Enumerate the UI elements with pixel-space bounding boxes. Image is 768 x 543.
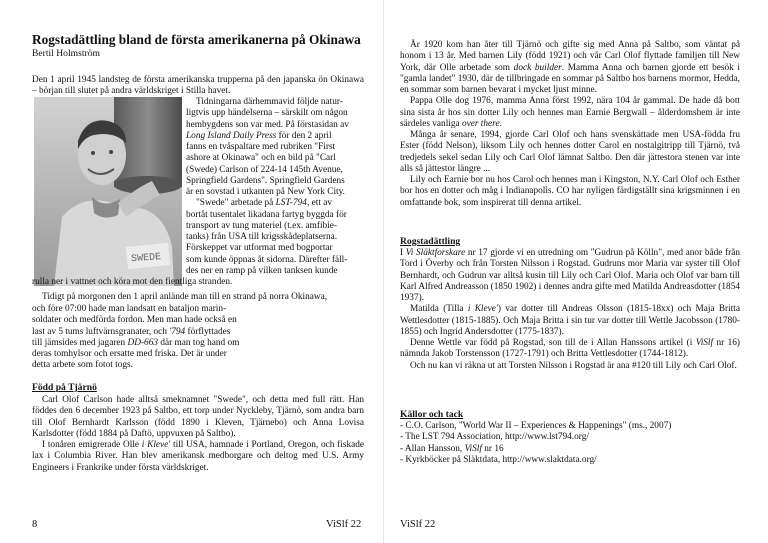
wrap-line-rest: ett av [309, 198, 332, 209]
landing-part: förflyttades [185, 326, 231, 337]
return-paragraph [400, 40, 740, 96]
wrap-line-full [32, 277, 364, 288]
parents-paragraph [400, 96, 740, 130]
nickname: i Kleve' [141, 440, 171, 450]
source-item [400, 444, 740, 455]
wrap-line: fanns en tvåspaltare med rubriken "First [186, 142, 336, 152]
phrase-over-there: over there [461, 118, 500, 129]
parents-part: Pappa Olle dog 1976, mamma Anna först 1992, nära 104 år gammal. De hade då bott sina sista år hos sin dotter Lily och hennes man Earnie Bergwall – ålderdomshem är inte särdeles vanliga [400, 96, 740, 129]
wrap-line: Springfield Gardens". Springfield Gardens [186, 175, 345, 186]
section-heading-born: Född på Tjärnö [32, 382, 97, 393]
wrap-line: rulla ner i vattnet och köra mot den fientliga stranden. [32, 277, 233, 287]
landing-line [32, 327, 244, 338]
page-number: 8 [32, 519, 38, 530]
journal-footer-left: ViSlf 22 [326, 519, 362, 530]
section-heading-rogstad: Rogstadättling [400, 236, 461, 247]
journal-abbrev: ViSlf [464, 443, 482, 454]
wrap-line: tanks) från USA till krigsskådeplatserna. [186, 232, 338, 242]
wrap-line [186, 131, 364, 142]
matilda-paragraph [400, 304, 740, 338]
wrap-line: (Swede) Carlson of 224-14 145th Avenue, [186, 164, 343, 175]
present-paragraph: Lily och Earnie bor nu hos Carol och hennes man i Kingston, N.Y. Carl Olof och Esther bor hos en dotter och måg i Indianapolis. CO har nyligen färdigställt sina krigsminnen i en omfattande bok, som inspirerat till denna artikel. [400, 175, 740, 208]
journal-footer-right: ViSlf 22 [400, 519, 436, 530]
family-section [400, 40, 740, 209]
wrap-line [186, 198, 364, 209]
born-paragraph: Carl Olof Carlson hade alltså smeknamnet "Swede", och detta med full rätt. Han föddes den 6 december 1923 på Saltbo, ett torp under Nyckleby, Tjärnö, som andra barn till Olof Bernhardt Karlsson (född 1890 i Kleven, Tjärnebo) och Anna Lovisa Karlsdotter (född 1884 på Daftö, uppvuxen på Saltbo). [32, 395, 364, 439]
wrap-line: ashore at Okinawa" och en bild på "Carl [186, 153, 336, 164]
wrap-column [186, 97, 364, 277]
wettle-part: nr 16) nämnda Jakob Torstensson (1727-1791) och Britta Vettlesdotter (1744-1812). [400, 338, 740, 360]
wettle-part: Denne Wettle var född på Rogstad, son till de i Allan Hanssons artikel (i [410, 338, 696, 348]
newspaper-name: Long Island Daily Press [186, 130, 277, 141]
portrait-photo [34, 97, 182, 286]
emigration-part: till USA, hamnade i Portland, Oregon, och fiskade lax i Columbia River. Han blev amerikansk medborgare och deltog med U.S. Army Engineers i Frankrike under första världskriget. [32, 440, 365, 473]
rogstad-paragraph [400, 248, 740, 304]
landing-narrow [32, 304, 244, 372]
wrap-line: des ner en ramp på vilken tanksen kunde [186, 265, 338, 276]
sources-list [400, 421, 740, 466]
landing-paragraph [32, 292, 364, 303]
landing-part: last av 5 tums luftvärnsgranater, och [32, 326, 170, 337]
nickname: i Kleve' [467, 304, 498, 315]
parents-part: . [499, 118, 502, 129]
return-part: År 1920 kom han åter till Tjärnö och gifte sig med Anna på Saltbo, som väntat på honom i 13 år. Med barnen Lily (född 1921) och vår Carl Olof flyttade familjen till New York, där Olle arbetade som [400, 40, 740, 73]
wrap-line: bortåt tusentalet likadana fartyg byggda för [186, 209, 347, 220]
article-title: Rogstadättling bland de första amerikanerna på Okinawa [32, 32, 361, 47]
landing-line: soldater och medförda fordon. Men man hade också en [32, 315, 237, 326]
landing-line: detta arbete som fotot togs. [32, 360, 133, 371]
rogstad-part: nr 17 gjorde vi en utredning om "Gudrun på Kölln", med anor både från Tord i Överby och från Torsten Nilsson i Rogstad. Gudruns mor Maria var syster till Olof Bernhardt, och Gudrun var alltså kusin till Lily och Carl Olof. Maria och Olof var barn till Karl Alfred Andreasson (1850 1902) i dennes andra gifte med Matilda Andreasdotter (1854 1937). [400, 248, 740, 303]
section-heading-sources: Källor och tack [400, 409, 464, 420]
wrap-line: ligtvis upp händelserna – särskilt om någon [186, 108, 348, 119]
wrap-line: är en sovstad i utkanten på New York City. [186, 187, 345, 197]
landing-line: Tidigt på morgonen den 1 april anlände man till en strand på norra Okinawa, [42, 292, 328, 302]
matilda-part: ) var dotter till Andreas Olsson (1815-18xx) och Maja Britta Wettlesdotter (1815-1885). Och Maja Britta i sin tur var dotter till Wettle Jacobsson (1780-1855) och Ingrid Andersdotter (1775-1837). [400, 304, 741, 337]
journal-name: Vi Släktforskare [405, 248, 466, 258]
ship-name: LST-794, [275, 198, 310, 209]
wrap-line: hembygdens son var med. På förstasidan av [186, 119, 349, 130]
emigration-paragraph [32, 440, 364, 474]
wettle-paragraph [400, 338, 740, 361]
right-page [384, 0, 768, 543]
landing-line: och före 07:00 hade man landsatt en bataljon marin- [32, 304, 227, 314]
source-item: - The LST 794 Association, http://www.lst794.org/ [400, 432, 589, 443]
destroyer-ref: DD-663 [127, 337, 159, 348]
landing-part: till jämsides med jagaren [32, 337, 128, 348]
wrap-line-part: "Swede" arbetade på [196, 198, 276, 209]
source-part: nr 16 [481, 443, 504, 454]
source-item: - Kyrkböcker på Släktdata, http://www.slaktdata.org/ [400, 454, 597, 465]
nostalgia-paragraph: Många år senare, 1994, gjorde Carl Olof och hans svenskättade men USA-födda fru Ester (född Nelson), liksom Lily och hennes dotter Carol en nostalgitripp till Tjärnö, två tredjedels sekel sedan Lily och Carl Olof lämnat Saltbo. Den där jättestora stenen var inte alls så jättestor längre ... [400, 130, 740, 174]
return-part: . Mamma Anna och barnen gjorde ett besök i "gamla landet" 1930, där de tillbringade en sommar på Saltbo hos barnens mormor, Hedda, en sommar som barnen bevarat i mycket ljust minne. [400, 62, 741, 95]
wrap-line: Tidningarna därhemmavid följde natur- [196, 97, 343, 107]
landing-line [32, 338, 244, 349]
landing-part: där man tog hand om [158, 337, 240, 348]
intro-paragraph [32, 75, 364, 98]
emigration-part: I tonåren emigrerade Olle [42, 440, 142, 450]
wrap-line: Förskeppet var utformat med bogportar [186, 243, 333, 254]
wrap-line: transport av tung materiel (t.ex. amfibie- [186, 220, 338, 231]
journal-abbrev: ViSlf [695, 338, 714, 348]
born-section [32, 395, 364, 474]
landing-line: deras tomhylsor och ersatte med friska. Det är under [32, 349, 227, 359]
rogstad-section [400, 248, 740, 372]
photo-jacket-label: SWEDE [130, 252, 162, 266]
source-part: - Allan Hansson, [400, 443, 465, 454]
occupation: dock builder [513, 62, 562, 73]
source-item: - C.O. Carlson, "World War II – Experiences & Happenings" (ms., 2007) [400, 421, 672, 431]
intro-text: Den 1 april 1945 landsteg de första amerikanska trupperna på den japanska ön Okinawa – början till slutet på andra världskriget i Stilla havet. [32, 75, 364, 97]
matilda-part: Matilda (Tilla [410, 304, 468, 315]
wrap-line: som kunde öppnas åt sidorna. Därefter fäll- [186, 254, 348, 265]
ship-ref: '794 [169, 326, 186, 337]
ancestor-count-paragraph: Och nu kan vi räkna ut att Torsten Nilsson i Rogstad är ana #120 till Lily och Carl Olof. [410, 360, 737, 371]
rogstad-part: I [400, 248, 406, 258]
wrap-line-rest: för den 2 april [276, 130, 332, 141]
article-author: Bertil Holmström [32, 48, 100, 59]
